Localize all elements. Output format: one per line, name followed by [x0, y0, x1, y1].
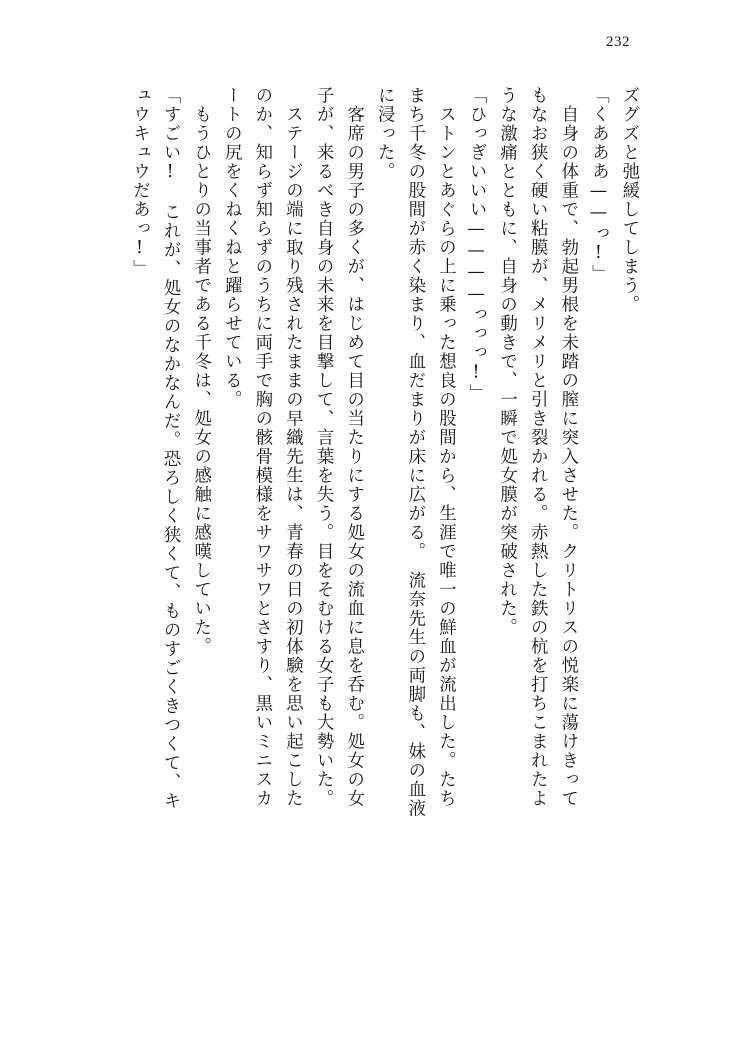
text-line: ュウキュウだあっ!」 — [129, 86, 150, 279]
text-line: 「すごい! これが、処女のなかなんだ。恐ろしく狭くて、ものすごくきつくて、キ — [160, 86, 181, 811]
text-line: 「ひっぎいいい————っっっ!」 — [466, 86, 487, 403]
text-line: もうひとりの当事者である千冬は、処女の感触に感嘆していた。 — [190, 86, 211, 656]
text-line: ステージの端に取り残されたままの早織先生は、青春の日の初体験を思い起こした — [282, 86, 303, 808]
vertical-text-body — [56, 86, 644, 966]
text-line: ズグズと弛緩してしまう。 — [619, 86, 639, 314]
text-line: 「くあああ——っ!」 — [588, 86, 609, 284]
text-line: うな激痛とともに、自身の動きで、一瞬で処女膜が突破された。 — [496, 86, 517, 637]
text-line: に浸った。 — [374, 86, 395, 181]
text-line: ストンとあぐらの上に乗った想良の股間から、生涯で唯一の鮮血が流出した。たち — [435, 86, 456, 808]
text-line: もなお狭く硬い粘膜が、メリメリと引き裂かれる。赤熱した鉄の杭を打ちこまれたよ — [527, 86, 548, 808]
text-line: 客席の男子の多くが、はじめて目の当たりにする処女の流血に息を呑む。処女の女 — [343, 86, 364, 808]
text-line: のか、知らず知らずのうちに両手で胸の骸骨模様をサワサワとさすり、黒いミニスカ — [251, 86, 272, 808]
text-line: 子が、来るべき自身の未来を目撃して、言葉を失う。目をそむける女子も大勢いた。 — [313, 86, 334, 808]
page-number: 232 — [606, 34, 630, 50]
text-line: ートの尻をくねくねと躍らせている。 — [221, 86, 242, 409]
text-line: 自身の体重で、勃起男根を未踏の膣に突入させた。クリトリスの悦楽に蕩けきって — [557, 86, 578, 808]
text-line: まち千冬の股間が赤く染まり、血だまりが床に広がる。 流奈先生の両脚も、妹の血液 — [404, 86, 425, 819]
